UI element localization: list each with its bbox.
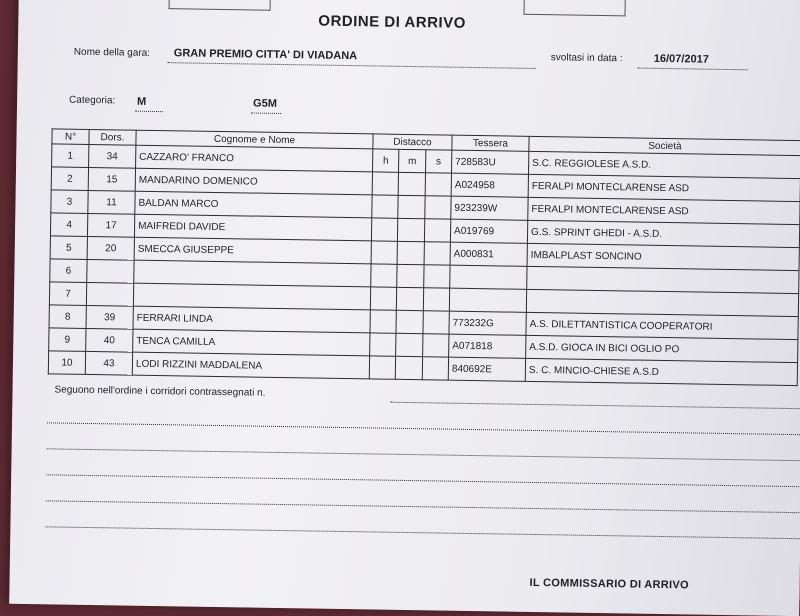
col-header-n: N° [52,129,89,145]
cell-bib: 34 [89,144,136,168]
category-line [135,110,163,112]
col-header-societa: Società [529,136,800,155]
cell-distacco-s [422,357,449,380]
cell-bib: 15 [88,167,135,191]
col-header-name: Cognome e Nome [136,130,373,149]
cell-position: 7 [49,282,86,306]
race-name-value: GRAN PREMIO CITTA' DI VIADANA [173,47,358,63]
cell-distacco-m [396,310,423,333]
blank-line-4 [46,500,800,513]
col-header-distacco: Distacco [373,134,452,150]
cell-distacco-s [423,288,450,311]
cell-tessera: 728583U [451,150,528,174]
cell-societa: S.C. REGGIOLESE A.S.D. [528,151,800,178]
cell-societa: FERALPI MONTECLARENSE ASD [528,197,800,224]
race-results-sheet [9,0,800,616]
cell-distacco-h [371,241,398,264]
cell-distacco-m: m [399,149,426,172]
cell-tessera: A000831 [450,242,527,266]
cell-name: MANDARINO DOMENICO [135,168,372,195]
cell-societa: S. C. MINCIO-CHIESE A.S.D [525,358,797,385]
cell-bib: 17 [87,213,134,237]
cell-name: SMECCA GIUSEPPE [134,237,371,264]
cell-distacco-m [397,264,424,287]
cell-position: 1 [52,144,89,168]
cell-societa: G.S. SPRINT GHEDI - A.S.D. [527,220,799,247]
cell-tessera: 773232G [449,311,526,335]
follow-text: Seguono nell'ordine i corridori contrassegnati n. [54,384,266,399]
category-label: Categoria: [69,94,116,107]
cell-societa: FERALPI MONTECLARENSE ASD [528,174,800,201]
col-header-tessera: Tessera [452,135,529,151]
cell-distacco-s [423,265,450,288]
cell-distacco-h [369,356,396,379]
cell-distacco-h [371,264,398,287]
sheet-title: ORDINE DI ARRIVO [318,12,466,32]
date-label: svoltasi in data : [550,52,623,65]
cell-distacco-h [371,218,398,241]
cell-distacco-s: s [425,150,452,173]
cell-tessera: A024958 [451,173,528,197]
cell-distacco-h [370,310,397,333]
cell-bib: 11 [88,190,135,214]
category-class-line [251,111,281,113]
header-box-right [523,0,625,16]
cell-distacco-s [424,219,451,242]
cell-distacco-m [396,333,423,356]
cell-name: MAIFREDI DAVIDE [134,214,371,241]
cell-distacco-h [372,195,399,218]
cell-bib: 20 [87,236,134,260]
cell-societa: A.S. DILETTANTISTICA COOPERATORI [526,312,798,339]
cell-name: FERRARI LINDA [133,306,370,333]
cell-bib: 40 [86,328,133,352]
cell-position: 9 [49,328,86,352]
cell-distacco-h [372,172,399,195]
cell-position: 3 [51,190,88,214]
cell-tessera: 840692E [448,357,525,381]
cell-tessera: A019769 [450,219,527,243]
col-header-dors: Dors. [89,129,136,145]
cell-distacco-h [370,287,397,310]
cell-distacco-m [397,241,424,264]
cell-position: 5 [50,236,87,260]
cell-distacco-h: h [373,149,400,172]
cell-distacco-m [396,356,423,379]
cell-distacco-m [398,172,425,195]
blank-line-5 [45,526,800,539]
cell-name: CAZZARO' FRANCO [136,145,373,172]
cell-position: 4 [50,213,87,237]
date-line [638,67,748,71]
cell-bib: 43 [85,351,132,375]
cell-bib: 39 [86,305,133,329]
results-table [48,128,800,386]
cell-bib [86,282,133,306]
cell-distacco-h [370,333,397,356]
cell-distacco-m [398,218,425,241]
blank-line-3 [46,474,800,487]
cell-tessera: A071818 [449,334,526,358]
category-value: M [136,95,147,108]
cell-position: 8 [49,305,86,329]
cell-distacco-s [423,311,450,334]
cell-distacco-s [422,334,449,357]
cell-name: LODI RIZZINI MADDALENA [132,352,369,379]
race-name-line [168,61,536,69]
race-name-label: Nome della gara: [73,46,151,59]
cell-position: 2 [51,167,88,191]
cell-societa: IMBALPLAST SONCINO [527,243,799,270]
cell-position: 10 [48,351,85,375]
cell-tessera [449,288,526,312]
cell-distacco-m [398,195,425,218]
cell-bib [87,259,134,283]
cell-distacco-m [397,287,424,310]
cell-name: TENCA CAMILLA [133,329,370,356]
cell-distacco-s [425,173,452,196]
cell-distacco-s [424,196,451,219]
cell-name: BALDAN MARCO [135,191,372,218]
cell-tessera: 923239W [451,196,528,220]
header-box-left [169,0,271,11]
blank-line-2 [47,448,800,461]
blank-line-1 [47,422,800,435]
cell-distacco-s [424,242,451,265]
cell-position: 6 [50,259,87,283]
follow-line [390,402,800,409]
date-value: 16/07/2017 [653,52,709,66]
cell-societa: A.S.D. GIOCA IN BICI OGLIO PO [526,335,798,362]
cell-tessera [450,265,527,289]
commissario-label: IL COMMISSARIO DI ARRIVO [529,576,690,592]
category-class: G5M [252,97,278,110]
